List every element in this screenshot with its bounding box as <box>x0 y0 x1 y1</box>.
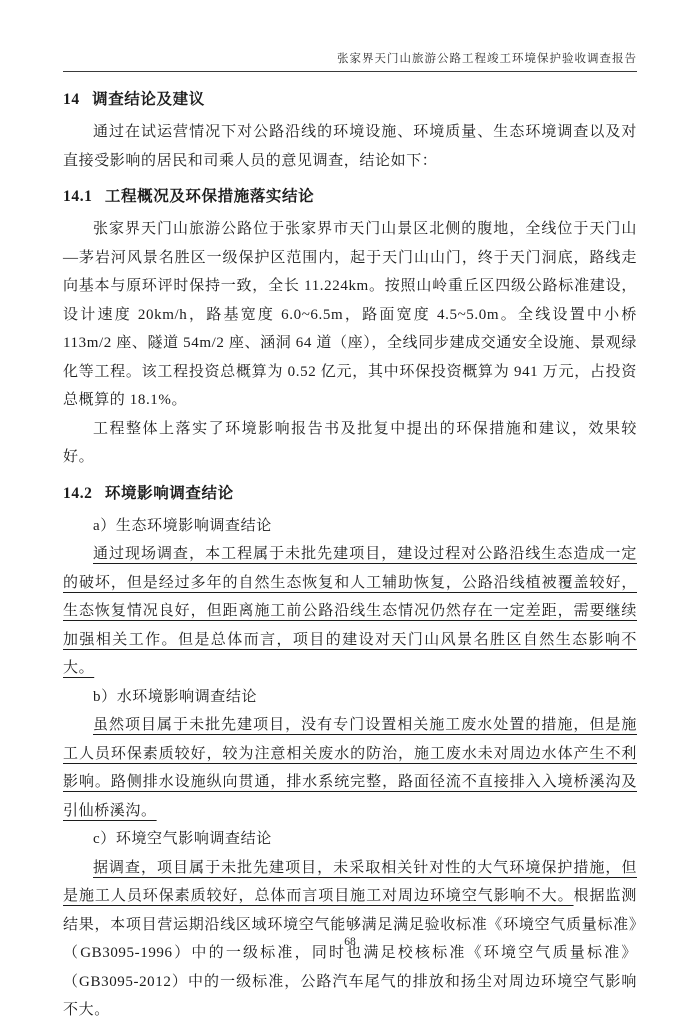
measures-paragraph: 工程整体上落实了环境影响报告书及批复中提出的环保措施和建议，效果较好。 <box>63 420 637 465</box>
section-14-1-title: 工程概况及环保措施落实结论 <box>104 188 315 205</box>
section-14-1-heading <box>63 183 637 211</box>
section-14-2-title: 环境影响调查结论 <box>104 484 234 502</box>
section-14-1-number: 14.1 <box>63 188 93 205</box>
section-14-title: 调查结论及建议 <box>92 91 205 108</box>
page-number: 68 <box>344 936 356 948</box>
page-footer <box>0 936 700 948</box>
header-rule <box>63 71 637 72</box>
intro-paragraph: 通过在试运营情况下对公路沿线的环境设施、环境质量、生态环境调查以及对直接受影响的居民和司乘人员的意见调查，结论如下： <box>63 124 637 169</box>
section-14-2-number: 14.2 <box>63 484 93 502</box>
section-14-2-heading <box>63 480 637 508</box>
air-conclusion-rest: 根据监测结果，本项目营运期沿线区域环境空气能够满足满足验收标准《环境空气质量标准》（GB3095-1996）中的一级标准，同时也满足校核标准《环境空气质量标准》（GB3095-2012）中的一级标准，公路汽车尾气的排放和扬尘对周边环境空气影响不大。 <box>63 888 637 1018</box>
item-a-heading: a）生态环境影响调查结论 <box>93 517 272 534</box>
section-14-heading <box>63 86 637 114</box>
project-overview-paragraph: 张家界天门山旅游公路位于张家界市天门山景区北侧的腹地，全线位于天门山—茅岩河风景名胜区一级保护区范围内，起于天门山山门，终于天门洞底，路线走向基本与原环评时保持一致，全长 11.224km。按照山岭重丘区四级公路标准建设，设计速度 20km/h，路基宽度 6.0~6.5m，路面宽度 4.5~5.0m。全线设置中小桥 113m/2 座、隧道 54m/2 座、涵洞 64 道（座），全线同步建成交通安全设施、景观绿化等工程。该工程投资总概算为 0.52 亿元，其中环保投资概算为 941 万元，占投资总概算的 18.1%。 <box>63 221 637 408</box>
item-b-heading: b）水环境影响调查结论 <box>93 688 258 705</box>
document-body <box>63 86 637 1025</box>
item-c-heading: c）环境空气影响调查结论 <box>93 831 272 847</box>
ecology-conclusion-paragraph: 通过现场调查，本工程属于未批先建项目，建设过程对公路沿线生态造成一定的破坏，但是经过多年的自然生态恢复和人工辅助恢复，公路沿线植被覆盖较好，生态恢复情况良好，但距离施工前公路沿线生态情况仍然存在一定差距，需要继续加强相关工作。但是总体而言，项目的建设对天门山风景名胜区自然生态影响不大。 <box>63 546 637 676</box>
air-conclusion-underlined: 据调查，项目属于未批先建项目，未采取相关针对性的大气环境保护措施，但是施工人员环保素质较好，总体而言项目施工对周边环境空气影响不大。 <box>63 859 637 904</box>
running-title: 张家界天门山旅游公路工程竣工环境保护验收调查报告 <box>337 53 637 65</box>
section-14-number: 14 <box>63 91 80 108</box>
water-conclusion-paragraph: 虽然项目属于未批先建项目，没有专门设置相关施工废水处置的措施，但是施工人员环保素质较好，较为注意相关废水的防治，施工废水未对周边水体产生不利影响。路侧排水设施纵向贯通，排水系统完整，路面径流不直接排入入境桥溪沟及引仙桥溪沟。 <box>63 717 637 819</box>
